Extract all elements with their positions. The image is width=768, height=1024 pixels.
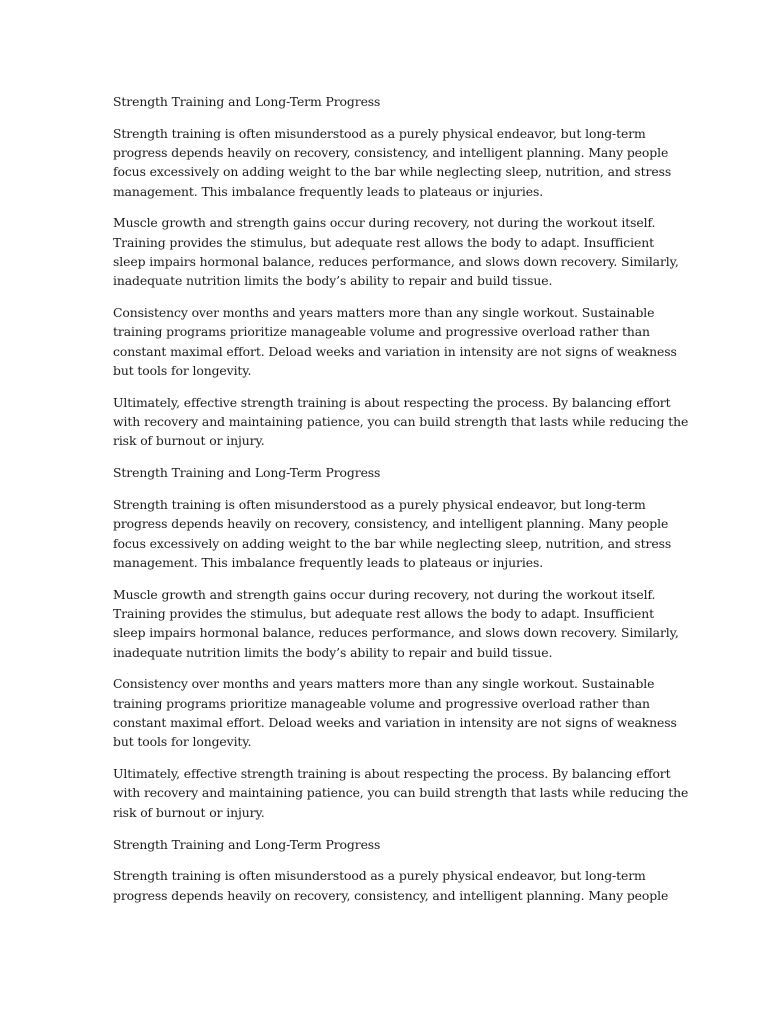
text-line: Ultimately, effective strength training is about respecting the process. By balancing effort [113, 766, 671, 782]
text-line: focus excessively on adding weight to the bar while neglecting sleep, nutrition, and stress [113, 535, 672, 551]
document-heading [113, 463, 658, 482]
text-line: inadequate nutrition limits the body’s ability to repair and build tissue. [113, 644, 553, 660]
text-line: Muscle growth and strength gains occur during recovery, not during the workout itself. [113, 586, 656, 602]
text-line: with recovery and maintaining patience, you can build strength that lasts while reducing the [113, 414, 689, 430]
text-line: Training provides the stimulus, but adequate rest allows the body to adapt. Insufficient [113, 606, 654, 622]
text-line: progress depends heavily on recovery, consistency, and intelligent planning. Many people [113, 516, 669, 532]
text-line: inadequate nutrition limits the body’s ability to repair and build tissue. [113, 273, 553, 289]
text-line: constant maximal effort. Deload weeks and variation in intensity are not signs of weakness [113, 343, 677, 359]
text-line: constant maximal effort. Deload weeks and variation in intensity are not signs of weakness [113, 715, 677, 731]
text-line: management. This imbalance frequently leads to plateaus or injuries. [113, 183, 544, 199]
text-line: Strength training is often misunderstood as a purely physical endeavor, but long-term [113, 497, 646, 513]
text-line: progress depends heavily on recovery, consistency, and intelligent planning. Many people [113, 145, 669, 161]
text-line: but tools for longevity. [113, 363, 252, 379]
text-line: risk of burnout or injury. [113, 433, 265, 449]
text-line: Consistency over months and years matters more than any single workout. Sustainable [113, 305, 655, 321]
document-paragraph [113, 866, 669, 905]
text-line: Ultimately, effective strength training is about respecting the process. By balancing effort [113, 394, 671, 410]
text-line: Strength Training and Long-Term Progress [113, 465, 381, 481]
text-line: Strength Training and Long-Term Progress [113, 836, 381, 852]
text-line: progress depends heavily on recovery, consistency, and intelligent planning. Many people [113, 887, 669, 903]
text-line: Training provides the stimulus, but adequate rest allows the body to adapt. Insufficient [113, 234, 654, 250]
text-line: with recovery and maintaining patience, you can build strength that lasts while reducing the [113, 785, 689, 801]
document-body [113, 92, 689, 917]
document-heading [113, 92, 658, 111]
text-line: management. This imbalance frequently leads to plateaus or injuries. [113, 554, 544, 570]
text-line: Consistency over months and years matters more than any single workout. Sustainable [113, 676, 655, 692]
document-paragraph [113, 393, 689, 451]
text-line: Muscle growth and strength gains occur during recovery, not during the workout itself. [113, 215, 656, 231]
text-line: focus excessively on adding weight to the bar while neglecting sleep, nutrition, and stress [113, 164, 672, 180]
document-paragraph [113, 764, 689, 822]
text-line: sleep impairs hormonal balance, reduces performance, and slows down recovery. Similarly, [113, 254, 679, 270]
text-line: training programs prioritize manageable volume and progressive overload rather than [113, 695, 650, 711]
document-paragraph [113, 124, 672, 201]
text-line: Strength training is often misunderstood as a purely physical endeavor, but long-term [113, 868, 646, 884]
text-line: Strength Training and Long-Term Progress [113, 94, 381, 109]
text-line: sleep impairs hormonal balance, reduces performance, and slows down recovery. Similarly, [113, 625, 679, 641]
document-heading [113, 835, 658, 854]
text-line: but tools for longevity. [113, 734, 252, 750]
document-paragraph [113, 674, 677, 751]
document-paragraph [113, 495, 672, 572]
document-paragraph [113, 585, 679, 662]
document-paragraph [113, 213, 679, 290]
document-paragraph [113, 303, 677, 380]
text-line: risk of burnout or injury. [113, 804, 265, 820]
text-line: training programs prioritize manageable volume and progressive overload rather than [113, 324, 650, 340]
text-line: Strength training is often misunderstood as a purely physical endeavor, but long-term [113, 125, 646, 141]
